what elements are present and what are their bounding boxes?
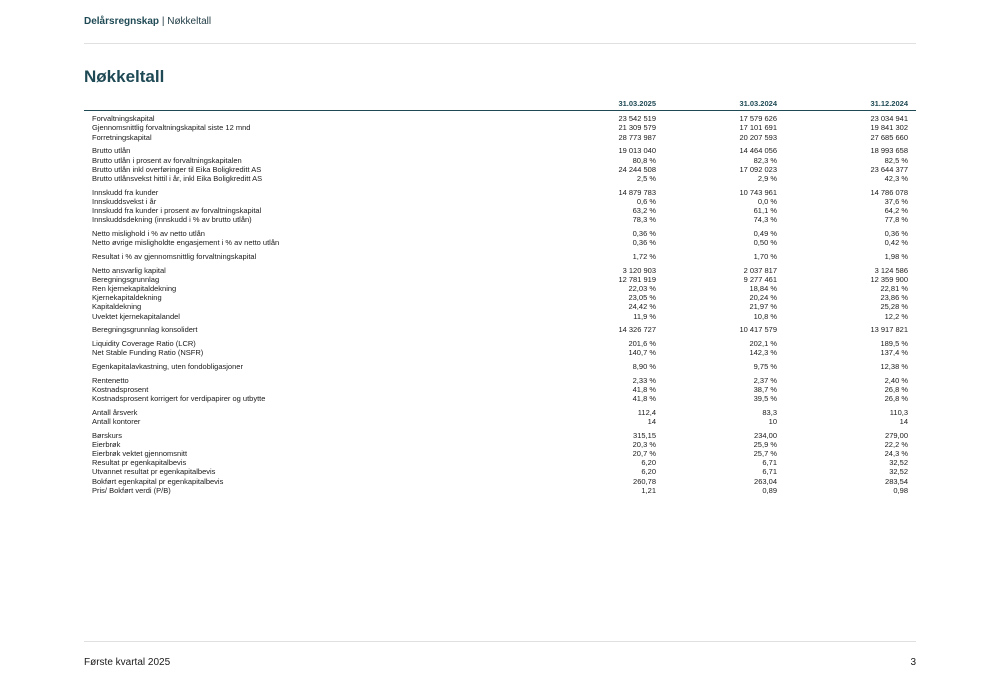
- row-value: 23 542 519: [618, 114, 656, 124]
- row-value: 110,3: [889, 407, 908, 417]
- header-page-name: Nøkkeltall: [167, 16, 212, 27]
- row-label: Uvektet kjernekapitalandel: [92, 311, 180, 321]
- row-label: Utvannet resultat pr egenkapitalbevis: [92, 467, 216, 477]
- row-value: 25,7 %: [753, 449, 777, 458]
- table-row: [84, 284, 916, 293]
- row-value: 14: [899, 416, 908, 426]
- row-value: 0,36 %: [632, 238, 656, 248]
- row-value: 20 207 593: [739, 132, 777, 142]
- row-value: 0,89: [762, 485, 777, 495]
- row-value: 41,8 %: [632, 384, 656, 394]
- row-value: 283,54: [885, 476, 908, 486]
- table-row: [84, 376, 916, 385]
- row-value: 19 841 302: [870, 123, 908, 133]
- row-value: 14 879 783: [618, 187, 656, 197]
- row-value: 0,49 %: [753, 228, 777, 238]
- row-label: Netto mislighold i % av netto utlån: [92, 228, 205, 238]
- row-value: 22,81 %: [880, 283, 908, 293]
- header-separator: |: [161, 16, 165, 27]
- row-value: 12 781 919: [618, 274, 656, 284]
- row-value: 24,3 %: [884, 449, 908, 458]
- table-header-row: [84, 97, 916, 111]
- row-label: Gjennomsnittlig forvaltningskapital siste 12 mnd: [92, 123, 251, 133]
- row-value: 38,7 %: [753, 384, 777, 394]
- page-header: [84, 16, 211, 27]
- row-value: 1,21: [641, 485, 656, 495]
- row-value: 2,40 %: [884, 375, 908, 385]
- table-row: [84, 293, 916, 302]
- row-value: 22,03 %: [628, 283, 656, 293]
- row-value: 1,98 %: [884, 251, 908, 261]
- row-value: 10,8 %: [753, 311, 777, 321]
- row-label: Brutto utlån i prosent av forvaltningskapitalen: [92, 155, 242, 165]
- table-body: [84, 111, 916, 495]
- row-value: 140,7 %: [628, 348, 656, 358]
- page-number: 3: [910, 657, 916, 668]
- row-value: 24,42 %: [628, 302, 656, 312]
- row-label: Netto øvrige misligholdte engasjement i % av netto utlån: [92, 238, 280, 248]
- row-label: Børskurs: [92, 430, 122, 440]
- table-row: [84, 449, 916, 458]
- row-value: 14 326 727: [618, 325, 656, 335]
- table-row: [84, 385, 916, 394]
- row-value: 19 013 040: [618, 146, 656, 156]
- row-value: 27 685 660: [870, 132, 908, 142]
- row-value: 2,5 %: [636, 173, 656, 183]
- row-label: Resultat i % av gjennomsnittlig forvaltningskapital: [92, 251, 257, 261]
- footer-divider: [84, 641, 916, 642]
- row-value: 23 644 377: [870, 164, 908, 174]
- row-value: 82,5 %: [884, 155, 908, 165]
- table-row: [84, 188, 916, 197]
- row-value: 1,72 %: [632, 251, 656, 261]
- table-row: [84, 197, 916, 206]
- row-value: 17 579 626: [739, 114, 777, 124]
- row-value: 6,20: [641, 458, 656, 468]
- row-value: 25,28 %: [880, 302, 908, 312]
- row-value: 12,38 %: [880, 361, 908, 371]
- row-value: 10 743 961: [739, 187, 777, 197]
- table-row: [84, 312, 916, 321]
- row-value: 9,75 %: [753, 361, 777, 371]
- header-divider: [84, 43, 916, 44]
- table-row: [84, 156, 916, 165]
- row-value: 61,1 %: [753, 206, 777, 216]
- row-label: Innskuddsdekning (innskudd i % av brutto utlån): [92, 215, 252, 225]
- key-figures-table: [84, 97, 916, 495]
- table-row: [84, 146, 916, 155]
- row-label: Resultat pr egenkapitalbevis: [92, 458, 187, 468]
- row-label: Pris/ Bokført verdi (P/B): [92, 485, 171, 495]
- row-value: 9 277 461: [743, 274, 777, 284]
- table-row: [84, 123, 916, 132]
- row-value: 20,24 %: [749, 293, 777, 303]
- table-row: [84, 133, 916, 142]
- row-label: Bokført egenkapital pr egenkapitalbevis: [92, 476, 224, 486]
- row-label: Kostnadsprosent: [92, 384, 149, 394]
- row-value: 202,1 %: [749, 338, 777, 348]
- row-value: 11,9 %: [633, 311, 656, 321]
- row-value: 26,8 %: [884, 393, 908, 403]
- column-header-label: [84, 97, 544, 111]
- row-value: 279,00: [885, 430, 908, 440]
- page-title: Nøkkeltall: [84, 67, 165, 86]
- row-value: 189,5 %: [880, 338, 908, 348]
- row-value: 20,7 %: [632, 449, 656, 458]
- row-label: Forretningskapital: [92, 132, 152, 142]
- table-row: [84, 174, 916, 183]
- row-value: 21,97 %: [749, 302, 777, 312]
- table-row: [84, 467, 916, 476]
- row-value: 142,3 %: [749, 348, 777, 358]
- table-row: [84, 417, 916, 426]
- row-value: 17 101 691: [739, 123, 777, 133]
- row-value: 37,6 %: [884, 196, 908, 206]
- footer-report-name: Første kvartal 2025: [84, 657, 171, 668]
- table-row: [84, 111, 916, 124]
- table-row: [84, 266, 916, 275]
- row-label: Rentenetto: [92, 375, 129, 385]
- row-value: 234,00: [754, 430, 777, 440]
- row-label: Kapitaldekning: [92, 302, 142, 312]
- row-value: 17 092 023: [739, 164, 777, 174]
- table-row: [84, 477, 916, 486]
- table-row: [84, 238, 916, 247]
- row-value: 25,9 %: [753, 439, 777, 449]
- row-value: 18,84 %: [749, 283, 777, 293]
- row-label: Antall kontorer: [92, 416, 141, 426]
- row-label: Innskudd fra kunder: [92, 187, 159, 197]
- row-value: 263,04: [754, 476, 777, 486]
- row-value: 78,3 %: [632, 215, 656, 225]
- table-row: [84, 229, 916, 238]
- table-row: [84, 215, 916, 224]
- row-value: 82,3 %: [753, 155, 777, 165]
- row-label: Beregningsgrunnlag konsolidert: [92, 325, 198, 335]
- row-label: Brutto utlån inkl overføringer til Eika Boligkreditt AS: [92, 164, 262, 174]
- row-value: 260,78: [633, 476, 656, 486]
- table-row: [84, 486, 916, 495]
- header-section: Delårsregnskap: [84, 16, 160, 27]
- row-value: 0,36 %: [632, 228, 656, 238]
- row-value: 137,4 %: [880, 348, 908, 358]
- row-value: 3 124 586: [874, 265, 908, 275]
- table-row: [84, 440, 916, 449]
- row-value: 63,2 %: [632, 206, 656, 216]
- row-label: Beregningsgrunnlag: [92, 274, 160, 284]
- table-row: [84, 165, 916, 174]
- row-value: 10: [768, 416, 777, 426]
- row-value: 74,3 %: [753, 215, 777, 225]
- table-row: [84, 362, 916, 371]
- row-value: 28 773 987: [618, 132, 656, 142]
- row-value: 0,36 %: [884, 228, 908, 238]
- table-row: [84, 348, 916, 357]
- row-label: Netto ansvarlig kapital: [92, 265, 166, 275]
- row-value: 3 120 903: [622, 265, 656, 275]
- row-label: Ren kjernekapitaldekning: [92, 283, 177, 293]
- table-row: [84, 206, 916, 215]
- column-header-2024-year: 31.12.2024: [785, 97, 916, 111]
- row-value: 83,3: [762, 407, 777, 417]
- table-row: [84, 252, 916, 261]
- row-value: 1,70 %: [753, 251, 777, 261]
- row-value: 6,71: [762, 458, 777, 468]
- row-label: Brutto utlånsvekst hittil i år, inkl Eika Boligkreditt AS: [92, 173, 263, 183]
- row-value: 2 037 817: [743, 265, 777, 275]
- row-value: 24 244 508: [618, 164, 656, 174]
- table-row: [84, 408, 916, 417]
- row-label: Egenkapitalavkastning, uten fondobligasjoner: [92, 361, 243, 371]
- row-value: 12 359 900: [870, 274, 908, 284]
- row-value: 42,3 %: [884, 173, 908, 183]
- table-row: [84, 394, 916, 403]
- row-value: 13 917 821: [870, 325, 908, 335]
- row-value: 2,9 %: [757, 173, 777, 183]
- row-value: 0,42 %: [884, 238, 908, 248]
- row-value: 14: [647, 416, 656, 426]
- row-value: 41,8 %: [632, 393, 656, 403]
- row-value: 6,20: [641, 467, 656, 477]
- row-value: 14 786 078: [870, 187, 908, 197]
- column-header-2025-q1: 31.03.2025: [544, 97, 664, 111]
- row-label: Kjernekapitaldekning: [92, 293, 162, 303]
- row-value: 23 034 941: [870, 114, 908, 124]
- row-value: 0,0 %: [757, 196, 777, 206]
- row-label: Innskuddsvekst i år: [92, 196, 157, 206]
- row-label: Kostnadsprosent korrigert for verdipapirer og utbytte: [92, 393, 266, 403]
- row-value: 12,2 %: [884, 311, 908, 321]
- row-value: 32,52: [889, 458, 908, 468]
- row-label: Liquidity Coverage Ratio (LCR): [92, 338, 196, 348]
- row-value: 112,4: [637, 407, 656, 417]
- table-row: [84, 325, 916, 334]
- row-value: 8,90 %: [632, 361, 656, 371]
- row-value: 22,2 %: [884, 439, 908, 449]
- row-label: Innskudd fra kunder i prosent av forvaltningskapital: [92, 206, 262, 216]
- table-row: [84, 458, 916, 467]
- row-label: Eierbrøk vektet gjennomsnitt: [92, 449, 188, 458]
- row-value: 0,50 %: [753, 238, 777, 248]
- row-value: 20,3 %: [632, 439, 656, 449]
- row-value: 23,86 %: [880, 293, 908, 303]
- row-value: 2,33 %: [632, 375, 656, 385]
- table-row: [84, 339, 916, 348]
- row-label: Eierbrøk: [92, 439, 121, 449]
- row-label: Antall årsverk: [92, 407, 138, 417]
- row-value: 14 464 056: [739, 146, 777, 156]
- row-value: 21 309 579: [618, 123, 656, 133]
- row-value: 2,37 %: [753, 375, 777, 385]
- row-value: 32,52: [889, 467, 908, 477]
- table-row: [84, 431, 916, 440]
- row-value: 18 993 658: [870, 146, 908, 156]
- row-value: 0,98: [893, 485, 908, 495]
- row-label: Forvaltningskapital: [92, 114, 155, 124]
- row-value: 39,5 %: [753, 393, 777, 403]
- row-label: Net Stable Funding Ratio (NSFR): [92, 348, 204, 358]
- row-value: 77,8 %: [884, 215, 908, 225]
- column-header-2024-q1: 31.03.2024: [664, 97, 785, 111]
- row-value: 10 417 579: [739, 325, 777, 335]
- row-value: 23,05 %: [628, 293, 656, 303]
- row-value: 0,6 %: [636, 196, 656, 206]
- row-value: 315,15: [633, 430, 656, 440]
- row-value: 201,6 %: [628, 338, 656, 348]
- row-label: Brutto utlån: [92, 146, 131, 156]
- row-value: 64,2 %: [884, 206, 908, 216]
- row-value: 6,71: [762, 467, 777, 477]
- table-row: [84, 302, 916, 311]
- table-row: [84, 275, 916, 284]
- row-value: 80,8 %: [632, 155, 656, 165]
- row-value: 26,8 %: [884, 384, 908, 394]
